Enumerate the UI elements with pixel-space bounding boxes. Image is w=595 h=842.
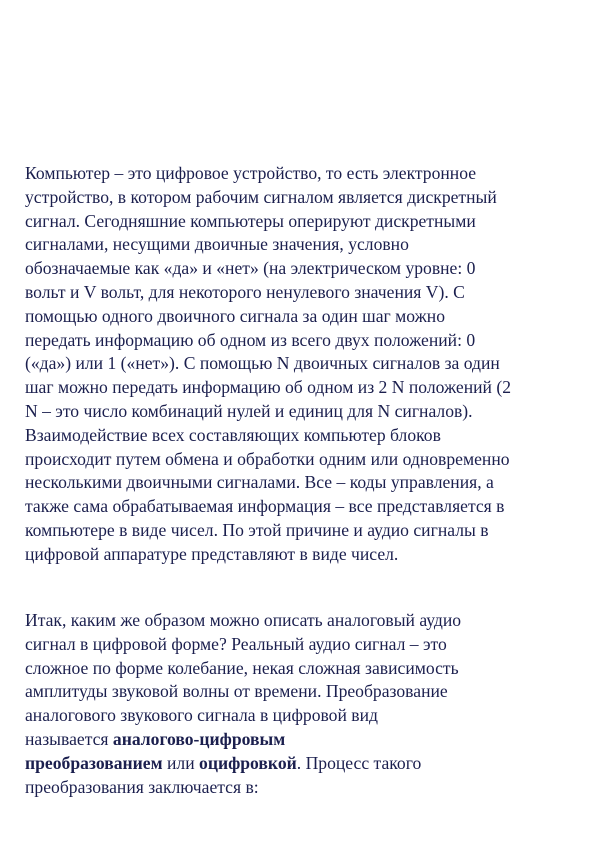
text-line: цифровой аппаратуре представляют в виде чисел.	[25, 543, 399, 564]
text-line	[25, 752, 581, 776]
text-line: шаг можно передать информацию об одном из 2 N положений (2	[25, 377, 512, 398]
text-line: сигнал. Сегодняшние компьютеры оперируют дискретными	[25, 210, 476, 231]
text-line: («да») или 1 («нет»). С помощью N двоичных сигналов за один	[25, 353, 500, 374]
text-line: обозначаемые как «да» и «нет» (на электрическом уровне: 0	[25, 258, 476, 279]
text-line: также сама обрабатываемая информация – все представляется в	[25, 496, 505, 517]
text-line: Взаимодействие всех составляющих компьютер блоков	[25, 424, 441, 445]
text-line: Итак, каким же образом можно описать аналоговый аудио	[25, 610, 462, 630]
text-line: устройство, в котором рабочим сигналом является дискретный	[25, 186, 497, 207]
text-line: передать информацию об одном из всего двух положений: 0	[25, 329, 476, 350]
bold-term-conversion: преобразованием	[25, 752, 163, 773]
text-line: N – это число комбинаций нулей и единиц для N сигналов).	[25, 400, 473, 421]
text-line: сигналами, несущими двоичные значения, условно	[25, 234, 409, 255]
text-line: компьютере в виде чисел. По этой причине и аудио сигналы в	[25, 519, 489, 540]
text-line: несколькими двоичными сигналами. Все – коды управления, а	[25, 472, 494, 493]
bold-term-digitization: оцифровкой	[199, 752, 297, 773]
text-segment: называется	[25, 728, 113, 749]
text-line	[25, 728, 581, 752]
text-line: сложное по форме колебание, некая сложная зависимость	[25, 657, 459, 678]
paragraph-analog-digital-conversion	[25, 609, 581, 799]
text-line: происходит путем обмена и обработки одним или одновременно	[25, 448, 510, 469]
text-segment: . Процесс такого	[296, 752, 422, 773]
text-line: преобразования заключается в:	[25, 776, 259, 797]
bold-term-analog-digital: аналогово-цифровым	[112, 728, 286, 749]
text-line: сигнал в цифровой форме? Реальный аудио сигнал – это	[25, 633, 447, 654]
text-segment: или	[162, 752, 200, 773]
text-line: помощью одного двоичного сигнала за один шаг можно	[25, 305, 445, 326]
text-line: вольт и V вольт, для некоторого ненулевого значения V). С	[25, 281, 465, 302]
text-line: Компьютер – это цифровое устройство, то есть электронное	[25, 163, 477, 183]
text-line: амплитуды звуковой волны от времени. Преобразование	[25, 681, 448, 702]
text-line: аналогового звукового сигнала в цифровой вид	[25, 705, 378, 726]
paragraph-computer-digital	[25, 162, 581, 567]
